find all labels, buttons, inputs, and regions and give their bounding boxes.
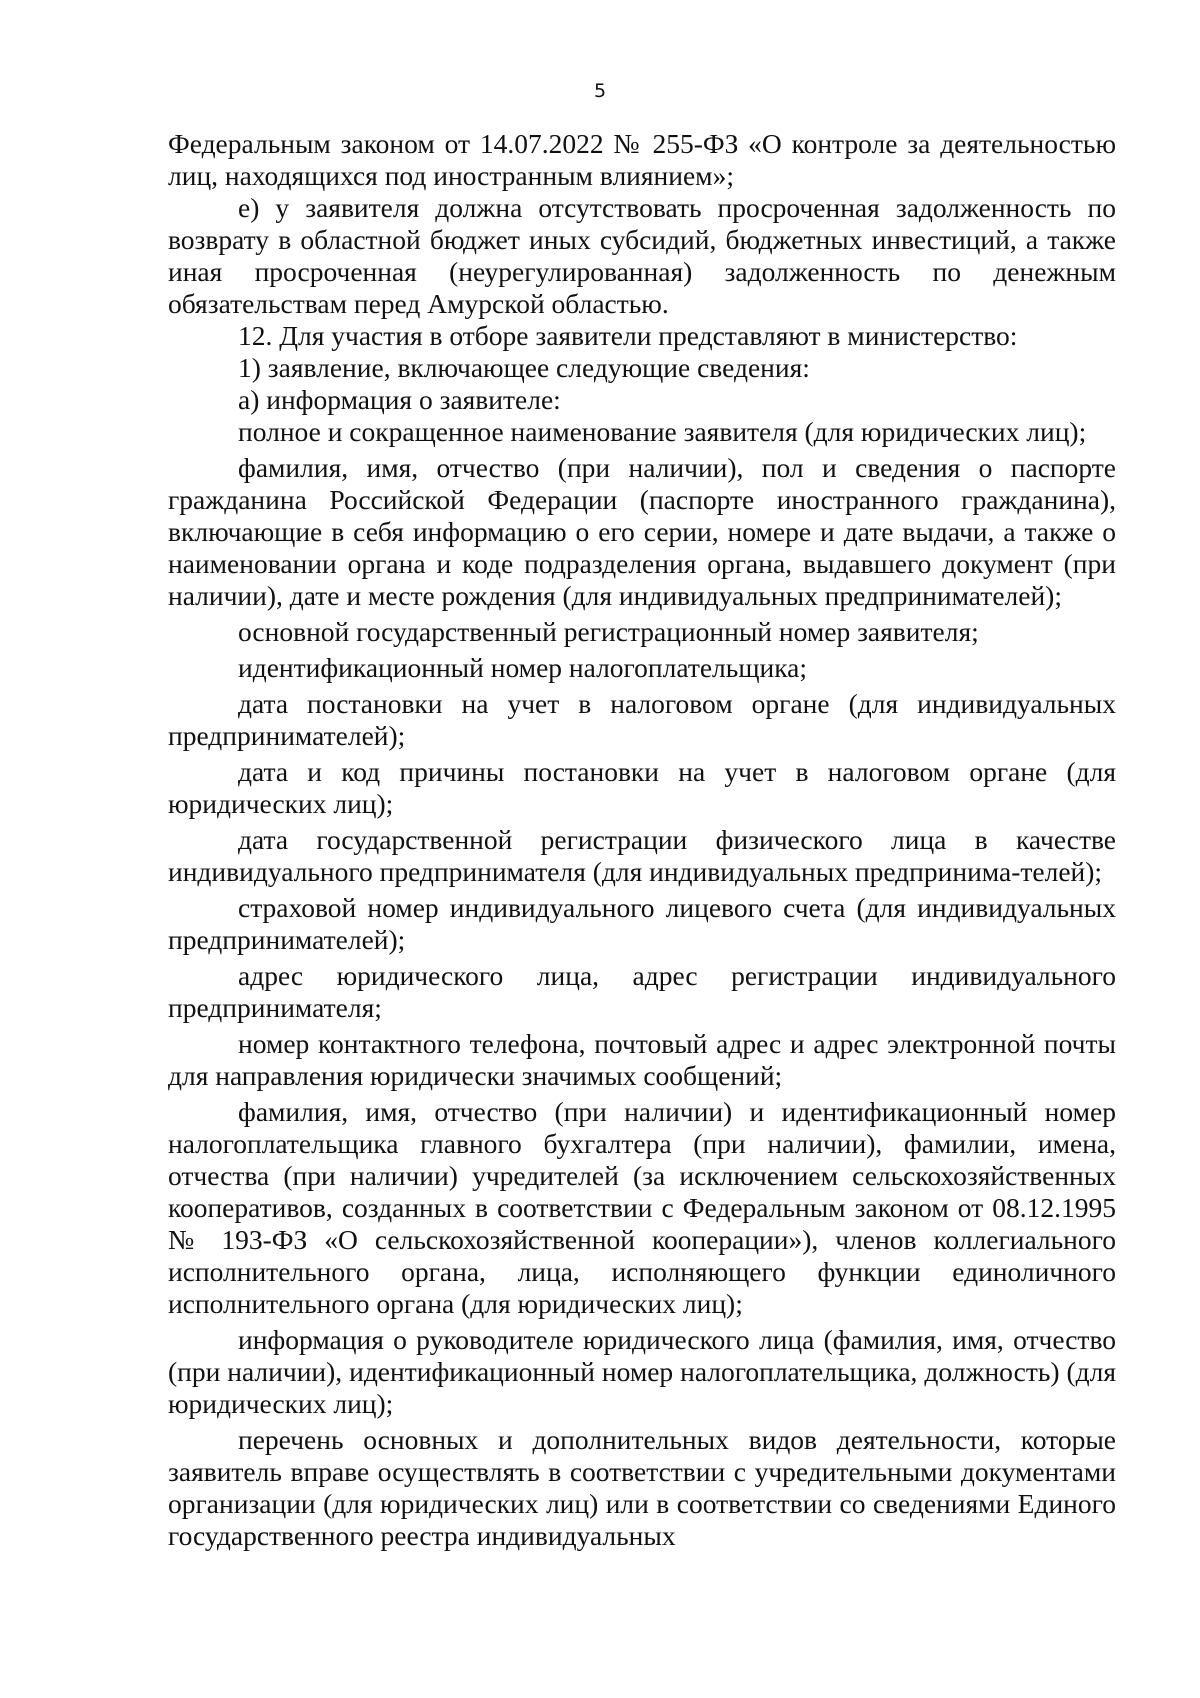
paragraph: основной государственный регистрационный номер заявителя; [238, 616, 979, 647]
paragraph: фамилия, имя, отчество (при наличии) и идентификационный номер налогоплательщика главного бухгалтера (при наличии), фамилии, имена, отчества (при наличии) учредителей (за исключением сельскохозяйственных кооперативов, созданных в соответствии с Федеральным законом от 08.12.1995 № 193-ФЗ «О сельскохозяйственной кооперации»), членов коллегиального исполнительного органа, лица, исполняющего функции единоличного исполнительного органа (для юридических лиц); [168, 1096, 1116, 1319]
paragraph: номер контактного телефона, почтовый адрес и адрес электронной почты для направления юридически значимых сообщений; [168, 1028, 1116, 1091]
paragraph: дата постановки на учет в налоговом органе (для индивидуальных предпринимателей); [168, 688, 1116, 751]
page-number: 5 [593, 80, 607, 102]
paragraph: 1) заявление, включающее следующие сведения: [238, 352, 810, 383]
paragraph: информация о руководителе юридического лица (фамилия, имя, отчество (при наличии), идентификационный номер налогоплательщика, должность) (для юридических лиц); [168, 1324, 1116, 1419]
paragraph: Федеральным законом от 14.07.2022 № 255-ФЗ «О контроле за деятельностью лиц, находящихся под иностранным влиянием»; [168, 128, 1116, 191]
paragraph: адрес юридического лица, адрес регистрации индивидуального предпринимателя; [168, 960, 1116, 1023]
paragraph: фамилия, имя, отчество (при наличии), пол и сведения о паспорте гражданина Российской Федерации (паспорте иностранного гражданина), включающие в себя информацию о его серии, номере и дате выдачи, а также о наименовании органа и коде подразделения органа, выдавшего документ (при наличии), дате и месте рождения (для индивидуальных предпринимателей); [168, 452, 1116, 611]
paragraph: дата и код причины постановки на учет в налоговом органе (для юридических лиц); [168, 756, 1116, 819]
paragraph: страховой номер индивидуального лицевого счета (для индивидуальных предпринимателей); [168, 892, 1116, 955]
paragraph: перечень основных и дополнительных видов деятельности, которые заявитель вправе осуществлять в соответствии с учредительными документами организации (для юридических лиц) или в соответствии со сведениями Единого государственного реестра индивидуальных [168, 1424, 1116, 1551]
document-body [168, 128, 1116, 1556]
paragraph: полное и сокращенное наименование заявителя (для юридических лиц); [238, 416, 1087, 447]
paragraph: а) информация о заявителе: [238, 384, 561, 415]
paragraph: дата государственной регистрации физического лица в качестве индивидуального предпринимателя (для индивидуальных предпринима-телей); [168, 824, 1116, 887]
paragraph: 12. Для участия в отборе заявители представляют в министерство: [238, 320, 1018, 351]
paragraph: идентификационный номер налогоплательщика; [238, 652, 808, 683]
paragraph: е) у заявителя должна отсутствовать просроченная задолженность по возврату в областной бюджет иных субсидий, бюджетных инвестиций, а также иная просроченная (неурегулированная) задолженность по денежным обязательствам перед Амурской областью. [168, 192, 1116, 319]
